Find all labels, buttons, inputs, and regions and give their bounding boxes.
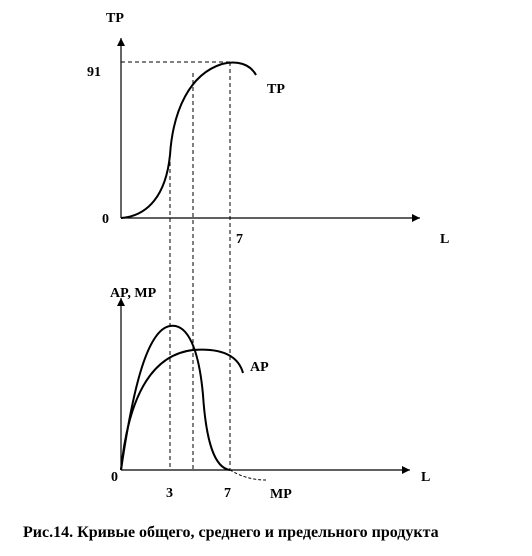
- bottom-x-tick-7: 7: [224, 486, 231, 501]
- tp-curve: [121, 62, 256, 218]
- figure-caption: Рис.14. Кривые общего, среднего и предельного продукта: [23, 524, 439, 541]
- ap-curve-label: AP: [250, 360, 269, 375]
- top-x-tick-7: 7: [236, 232, 243, 247]
- top-panel: [87, 11, 449, 247]
- top-x-axis-label: L: [440, 232, 450, 247]
- vertical-guides: [170, 62, 230, 470]
- top-origin-label: 0: [102, 212, 109, 227]
- top-y-axis-label: TP: [106, 11, 124, 26]
- bottom-panel: [110, 286, 430, 502]
- top-y-tick-91: 91: [87, 65, 101, 80]
- mp-curve-negative-tail: [230, 470, 266, 480]
- tp-curve-label: TP: [267, 82, 285, 97]
- bottom-y-axis-label: AP, MP: [110, 286, 157, 301]
- bottom-x-axis-label: L: [421, 470, 431, 485]
- bottom-origin-label: 0: [111, 470, 118, 485]
- bottom-x-tick-3: 3: [166, 486, 173, 501]
- mp-curve-label: MP: [270, 487, 292, 502]
- ap-curve: [121, 350, 243, 470]
